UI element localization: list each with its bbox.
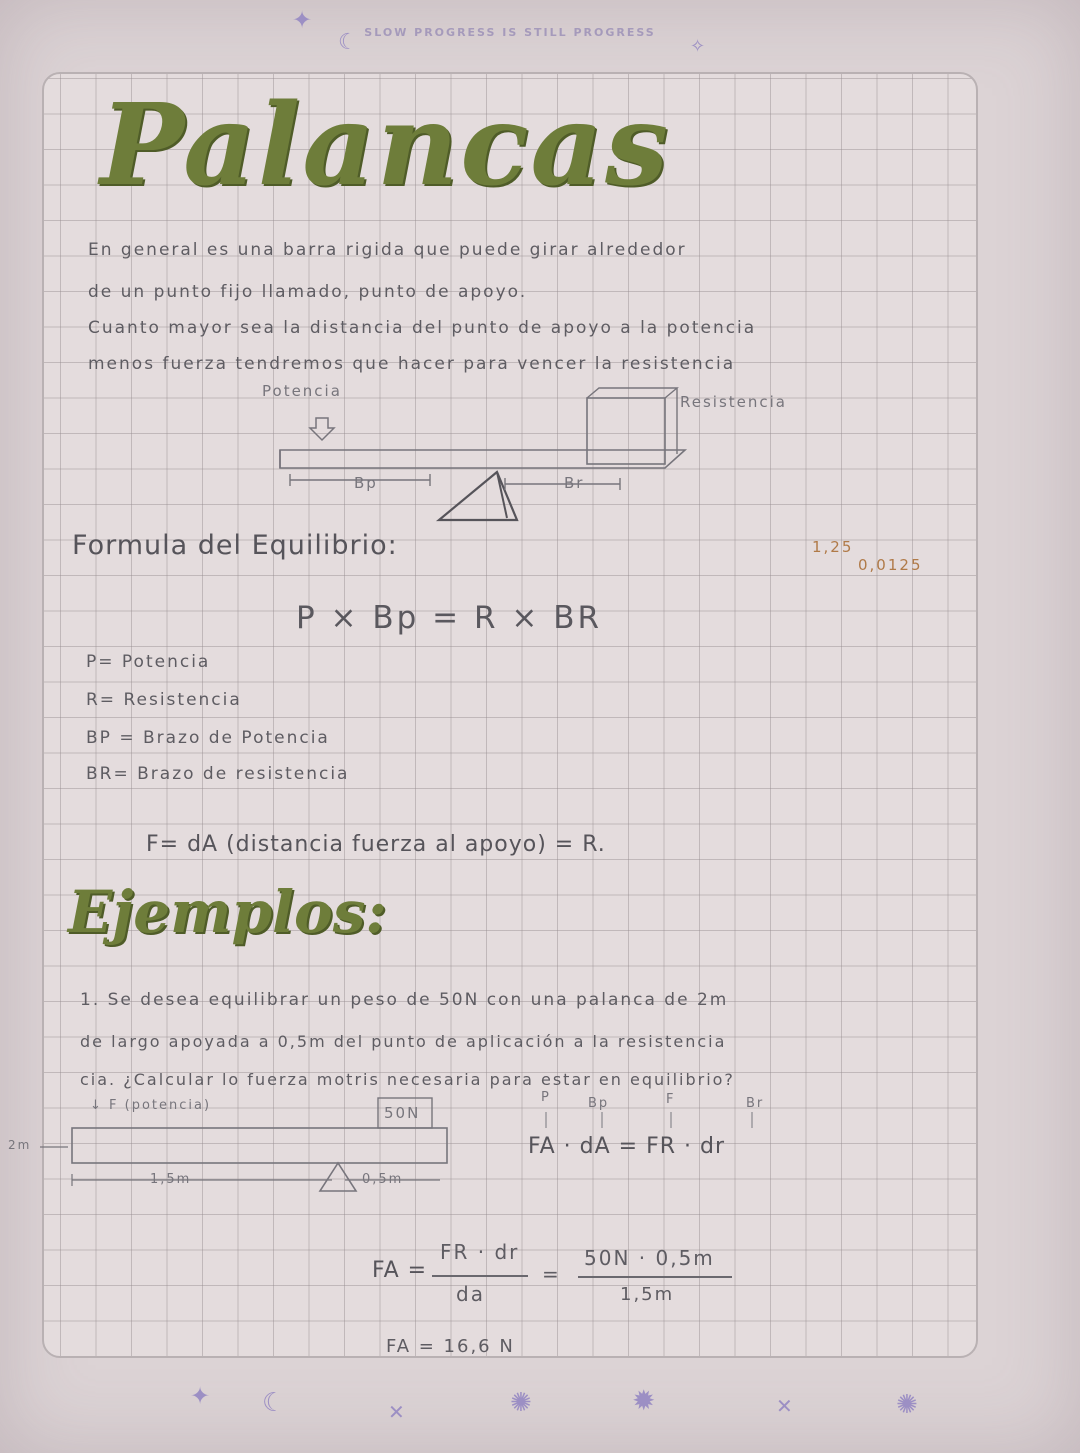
- annotation-f: F: [666, 1092, 676, 1107]
- examples-heading: Ejemplos:: [68, 878, 387, 946]
- equilibrium-equation: P × Bp = R × BR: [296, 600, 603, 636]
- intro-line-1: En general es una barra rigida que puede girar alrededor: [88, 240, 687, 260]
- flower-icon: ✺: [896, 1390, 918, 1420]
- force-distance-line: F= dA (distancia fuerza al apoyo) = R.: [146, 832, 606, 857]
- potencia-arrow-icon: [310, 418, 334, 440]
- star-icon: ✧: [690, 36, 706, 57]
- result: FA = 16,6 N: [386, 1336, 515, 1357]
- margin-note-1: 1,25: [812, 538, 854, 556]
- example-right-arm-label: 0,5m: [362, 1172, 404, 1187]
- problem-line-1: 1. Se desea equilibrar un peso de 50N con una palanca de 2m: [80, 990, 729, 1010]
- moon-icon: ☾: [338, 30, 358, 55]
- bp-label: Bp: [354, 474, 378, 492]
- definition-p: P= Potencia: [86, 652, 211, 672]
- sparkle-icon: ✦: [190, 1382, 211, 1410]
- calc-numerator: FR · dr: [440, 1240, 520, 1264]
- resistencia-label: Resistencia: [680, 393, 787, 411]
- margin-note-2: 0,0125: [858, 556, 923, 574]
- example-left-arm-label: 1,5m: [150, 1172, 192, 1187]
- example-fulcrum: [320, 1163, 356, 1191]
- flower-icon: ✹: [632, 1384, 656, 1417]
- balance-equation: FA · dA = FR · dr: [528, 1134, 726, 1159]
- formula-heading: Formula del Equilibrio:: [72, 530, 398, 561]
- example-length-label: 2m: [8, 1138, 32, 1152]
- br-label: Br: [564, 474, 585, 492]
- example-weight-label: 50N: [384, 1104, 421, 1122]
- calc-equals: =: [542, 1262, 561, 1286]
- calc-denominator-values: 1,5m: [620, 1284, 675, 1305]
- fraction-bar-1: [432, 1275, 528, 1277]
- calc-lhs: FA =: [372, 1258, 428, 1283]
- intro-line-3: Cuanto mayor sea la distancia del punto de apoyo a la potencia: [88, 318, 757, 338]
- annotation-p: P: [541, 1090, 551, 1105]
- annotation-bp: Bp: [588, 1096, 610, 1111]
- intro-line-2: de un punto fijo llamado, punto de apoyo.: [88, 282, 528, 302]
- page-title: Palancas: [100, 80, 671, 211]
- lever-bar: [280, 450, 685, 468]
- definition-bp: BP = Brazo de Potencia: [86, 728, 330, 748]
- moon-icon: ☾: [262, 1388, 286, 1418]
- problem-line-2: de largo apoyada a 0,5m del punto de aplicación a la resistencia: [80, 1032, 727, 1051]
- bow-icon: ✕: [776, 1394, 793, 1418]
- calc-numerator-values: 50N · 0,5m: [584, 1246, 715, 1270]
- fraction-bar-2: [578, 1276, 732, 1278]
- potencia-label: Potencia: [262, 382, 342, 400]
- annotation-br: Br: [746, 1096, 765, 1111]
- motivational-banner: SLOW PROGRESS IS STILL PROGRESS: [364, 26, 656, 39]
- example-force-label: ↓ F (potencia): [90, 1098, 212, 1113]
- definition-br: BR= Brazo de resistencia: [86, 764, 350, 784]
- calc-denominator: da: [456, 1282, 485, 1306]
- problem-line-3: cia. ¿Calcular lo fuerza motris necesaria para estar en equilibrio?: [80, 1070, 735, 1089]
- definition-r: R= Resistencia: [86, 690, 242, 710]
- resistance-box: [587, 398, 665, 464]
- bow-icon: ✕: [388, 1400, 405, 1424]
- example-bar: [72, 1128, 447, 1163]
- intro-line-4: menos fuerza tendremos que hacer para vencer la resistencia: [88, 354, 736, 374]
- sparkle-icon: ✦: [292, 6, 313, 34]
- flower-icon: ✺: [510, 1388, 532, 1418]
